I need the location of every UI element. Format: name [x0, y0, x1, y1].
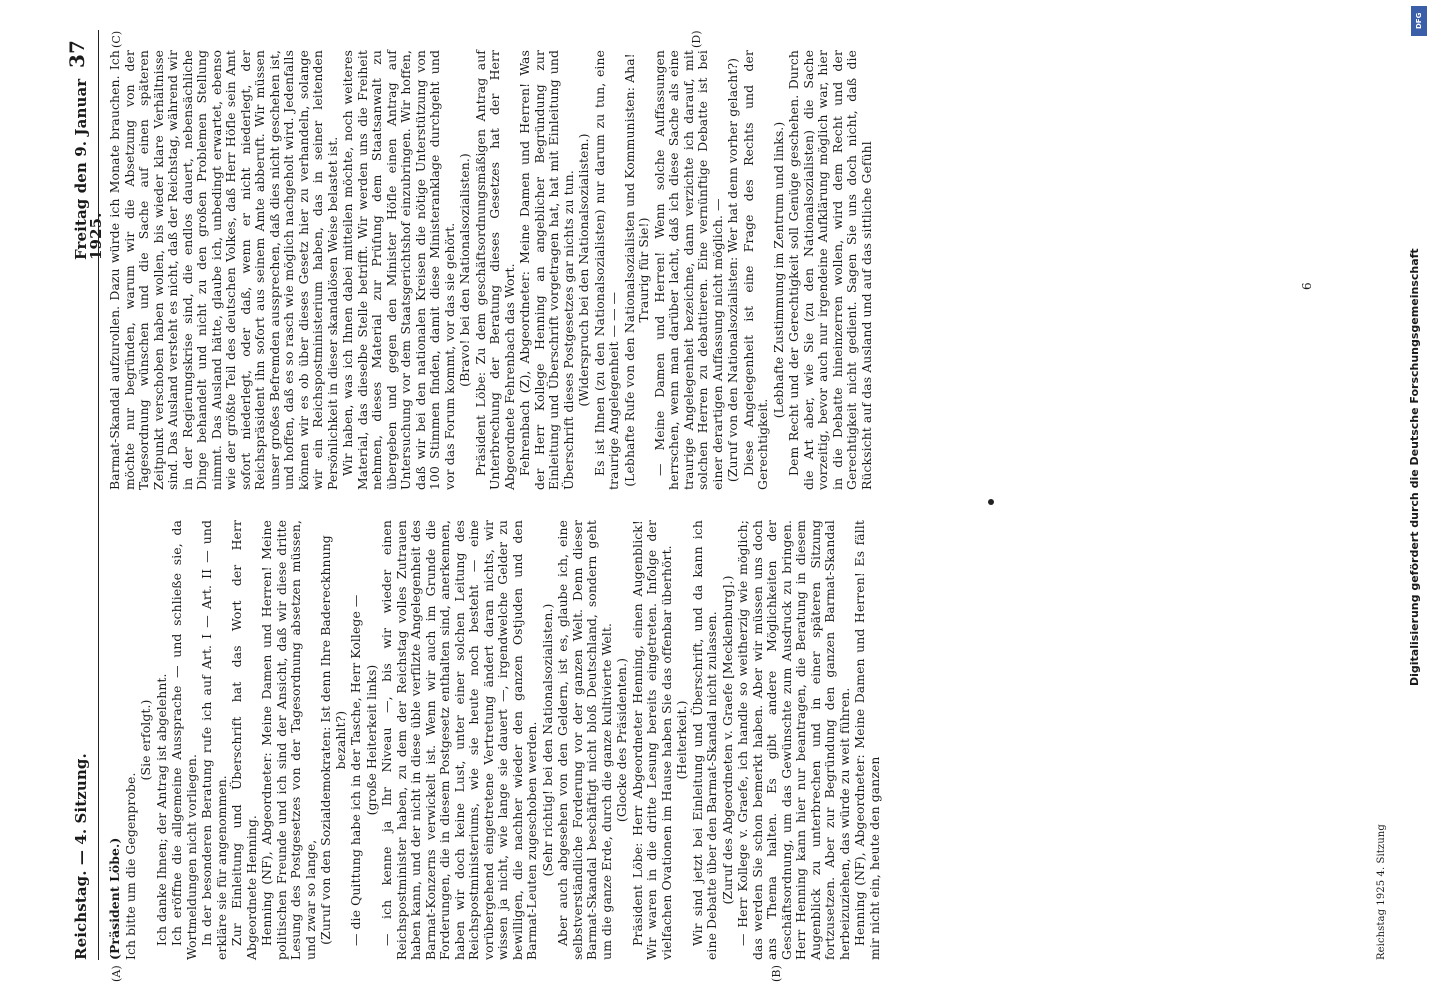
left-column-paragraph: (Glocke des Präsidenten.)	[614, 657, 629, 823]
margin-letter-c: (C)	[110, 30, 123, 48]
header-rule	[98, 30, 99, 960]
left-column-paragraph: In der besonderen Beratung rufe ich auf Art. I — Art. II — und erkläre sie für angenommen.	[199, 520, 229, 960]
rotated-document-page	[65, 30, 1420, 982]
left-column-paragraph: Ich eröffne die allgemeine Aussprache — und schließe sie, da Wortmeldungen nicht vorliegen.	[169, 520, 199, 960]
right-column-paragraph: Barmat-Skandal aufzurollen. Dazu würde ich Monate brauchen. Ich möchte nur begründen, warum wir die Absetzung von der Tagesordnung wünschen und die Sache auf einen späteren Zeitpunkt verschoben haben wollen, bis wieder klare Verhältnisse sind. Das Ausland versteht es nicht, daß der Reichstag, während wir in der Regierungskrise sind, die endlos dauert, nebensächliche Dinge behandelt und nicht zu den großen Problemen Stellung nimmt. Das Ausland hätte, glaube ich, unbedingt erwartet, ebenso wie der größte Teil des deutschen Volkes, daß Herr Höfle sein Amt sofort niederlegt, oder daß, wenn er nicht niederlegt, der Reichspräsident ihn sofort aus seinem Amte abberuft. Wir müssen unser großes Befremden aussprechen, daß dies nicht geschehen ist, und hoffen, daß es so rasch wie möglich nachgeholt wird. Jedenfalls können wir es ob über dieses Gesetz hier zu verhandeln, solange wir ein Reichspostministerium haben, das in seiner leitenden Persönlichkeit in dieser skandalösen Weise belastet ist.	[107, 50, 340, 490]
page-number: 37	[65, 40, 89, 69]
left-column-paragraph: Ich danke Ihnen; der Antrag ist abgelehnt.	[153, 673, 169, 946]
right-column-paragraph: Wir haben, was ich Ihnen dabei mitteilen möchte, noch weiteres Material, das dieselbe Stelle betrifft. Wir werden uns die Freiheit nehmen, dieses Material zur Prüfung dem Staatsanwalt zu übergeben und gegen den Minister Höfle einen Antrag auf Untersuchung vor dem Staatsgerichtshof einzubringen. Wir hoffen, daß wir bei den nationalen Kreisen die nötige Unterstützung von 100 Stimmen finden, damit diese Ministeranklage durchgeht und vor das Forum kommt, vor das sie gehört.	[340, 50, 457, 490]
right-column-paragraph: — Meine Damen und Herren! Wenn solche Auffassungen herrschen, wenn man darüber lacht, daß ich diese Sache als eine traurige Angelegenheit bezeichne, dann verzichte ich darauf, mit solchen Herren zu debattieren. Eine vernünftige Debatte ist bei einer derartigen Auffassung nicht möglich. —	[651, 50, 725, 490]
left-column-paragraph: (große Heiterkeit links)	[363, 664, 379, 816]
ink-dot	[988, 499, 994, 505]
left-column-paragraph: Zur Einleitung und Überschrift hat das Wort der Herr Abgeordnete Henning.	[229, 520, 259, 960]
left-column-paragraph: — Herr Kollege v. Graefe, ich handle so weitherzig wie möglich; das werden Sie schon bemerkt haben. Aber wir müssen uns doch ans Thema halten. Es gibt andere Möglichkeiten der Geschäftsordnung, um das Gewünschte zum Ausdruck zu bringen. Herr Henning kann hier nur beantragen, die Beratung in diesem Augenblick zu unterbrechen und in einer späteren Sitzung fortzusetzen. Aber zur Begründung den ganzen Barmat-Skandal herbeizuziehen, das würde zu weit führen.	[735, 520, 852, 960]
left-column-paragraph: (Zuruf des Abgeordneten v. Graefe [Mecklenburg].)	[719, 575, 735, 905]
margin-letter-d: (D)	[690, 30, 703, 48]
right-column	[108, 50, 875, 490]
left-column-paragraph: Ich bitte um die Gegenprobe.	[122, 772, 138, 960]
right-column-paragraph: Präsident Löbe: Zu dem geschäftsordnungsmäßigen Antrag auf Unterbrechung der Beratung dieses Gesetzes hat der Herr Abgeordnete Fehrenbach das Wort.	[472, 50, 517, 490]
margin-letter-b: (B)	[770, 965, 783, 982]
right-column-paragraph: Diese Angelegenheit ist eine Frage des Rechts und der Gerechtigkeit.	[740, 50, 770, 490]
left-column	[108, 520, 883, 960]
footer-left: Reichstag 1925 4. Sitzung	[1376, 824, 1387, 960]
right-column-paragraph: Dem Recht und der Gerechtigkeit soll Genüge geschehen. Durch die Art aber, wie Sie (zu den Nationalsozialisten) die Sache vorzeitig, bevor auch nur irgendeine Aufklärung möglich war, hier in die Debatte hineinzerren wollen, wird dem Recht und der Gerechtigkeit nicht gedient. Sagen Sie uns doch nicht, daß die Rücksicht auf das Ausland und auf das sittliche Gefühl	[786, 50, 874, 490]
footer-signature-number: 6	[1300, 282, 1314, 290]
right-column-paragraph: Es ist Ihnen (zu den Nationalsozialisten) nur darum zu tun, eine traurige Angelegenheit — — —	[591, 50, 621, 490]
right-column-paragraph: (Zuruf von den Nationalsozialisten: Wer hat denn vorher gelacht?)	[725, 57, 740, 483]
left-column-paragraph: (Zuruf von den Sozialdemokraten: Ist denn Ihre Badereckhnung bezahlt?)	[318, 535, 348, 945]
digitization-credit-sidebar	[1408, 6, 1432, 686]
left-column-paragraph: Wir sind jetzt bei Einleitung und Überschrift, und da kann ich eine Debatte über den Barmat-Skandal nicht zulassen.	[689, 520, 719, 960]
right-column-paragraph: (Lebhafte Zustimmung im Zentrum und links.)	[770, 121, 786, 419]
right-column-paragraph: (Lebhafte Rufe von den Nationalsozialisten und Kommunisten: Aha! Traurig für Sie!)	[621, 53, 651, 487]
left-column-paragraph: — ich kenne ja Ihr Niveau —, bis wir wieder einen Reichspostminister haben, zu dem der Reichstag volles Zutrauen haben kann, und der nicht in diese üble verfilzte Angelegenheit des Barmat-Konzerns verwickelt ist. Wenn wir auch im Grunde die Forderungen, die in diesem Postgesetz enthalten sind, anerkennen, haben wir doch keine Lust, unter einer solchen Leitung des Reichspostministeriums, wie sie heute noch besteht — eine vorübergehend eingetretene Vertretung ändert daran nichts, wir wissen ja nicht, wie lange sie dauert —, irgendwelche Gelder zu bewilligen, die nachher wieder den ganzen Ostjuden und den Barmat-Leuten zugeschoben werden.	[379, 520, 539, 960]
right-column-paragraph: (Widerspruch bei den Nationalsozialisten.)	[576, 133, 591, 407]
left-column-paragraph: (Präsident Löbe.)	[107, 837, 122, 960]
header-date: Freitag den 9. Januar 1925.	[72, 78, 105, 260]
left-column-paragraph: (Sehr richtig! bei den Nationalsozialisten.)	[539, 603, 555, 877]
left-column-paragraph: Präsident Löbe: Herr Abgeordneter Henning, einen Augenblick! Wir waren in die dritte Lesung bereits eingetreten. Infolge der vielfachen Ovationen im Hause haben Sie das offenbar überhört.	[629, 520, 674, 960]
left-column-paragraph: Aber auch abgesehen von den Geldern, ist es, glaube ich, eine selbstverständliche Forderung vor der ganzen Welt. Denn dieser Barmat-Skandal beschäftigt nicht bloß Deutschland, sondern geht um die ganze Erde, durch die ganze kultivierte Welt.	[555, 520, 614, 960]
margin-letter-a: (A)	[110, 965, 123, 982]
left-column-paragraph: Henning (NF), Abgeordneter: Meine Damen und Herren! Es fällt mir nicht ein, heute den ganzen	[852, 520, 882, 960]
header-left: Reichstag. — 4. Sitzung.	[72, 753, 90, 960]
right-column-paragraph: Fehrenbach (Z), Abgeordneter: Meine Damen und Herren! Was der Herr Kollege Henning an angeblicher Begründung zur Einleitung und Überschrift vorgetragen hat, hat mit Einleitung und Überschrift dieses Postgesetzes gar nichts zu tun.	[517, 50, 576, 490]
dfg-logo: DFG	[1411, 6, 1427, 36]
right-column-paragraph: (Bravo! bei den Nationalsozialisten.)	[457, 153, 472, 387]
page-header	[65, 30, 105, 960]
left-column-paragraph: — die Quittung habe ich in der Tasche, Herr Kollege —	[348, 594, 363, 946]
left-column-paragraph: Henning (NF), Abgeordneter: Meine Damen und Herren! Meine politischen Freunde und ich sind der Ansicht, daß wir diese dritte Lesung des Postgesetzes von der Tagesordnung absetzen müssen, und zwar so lange,	[259, 520, 318, 960]
left-column-paragraph: (Sie erfolgt.)	[138, 699, 153, 781]
left-column-paragraph: (Heiterkeit.)	[674, 700, 689, 780]
digitization-credit-text: Digitalisierung gefördert durch die Deutsche Forschungsgemeinschaft	[1408, 248, 1421, 686]
